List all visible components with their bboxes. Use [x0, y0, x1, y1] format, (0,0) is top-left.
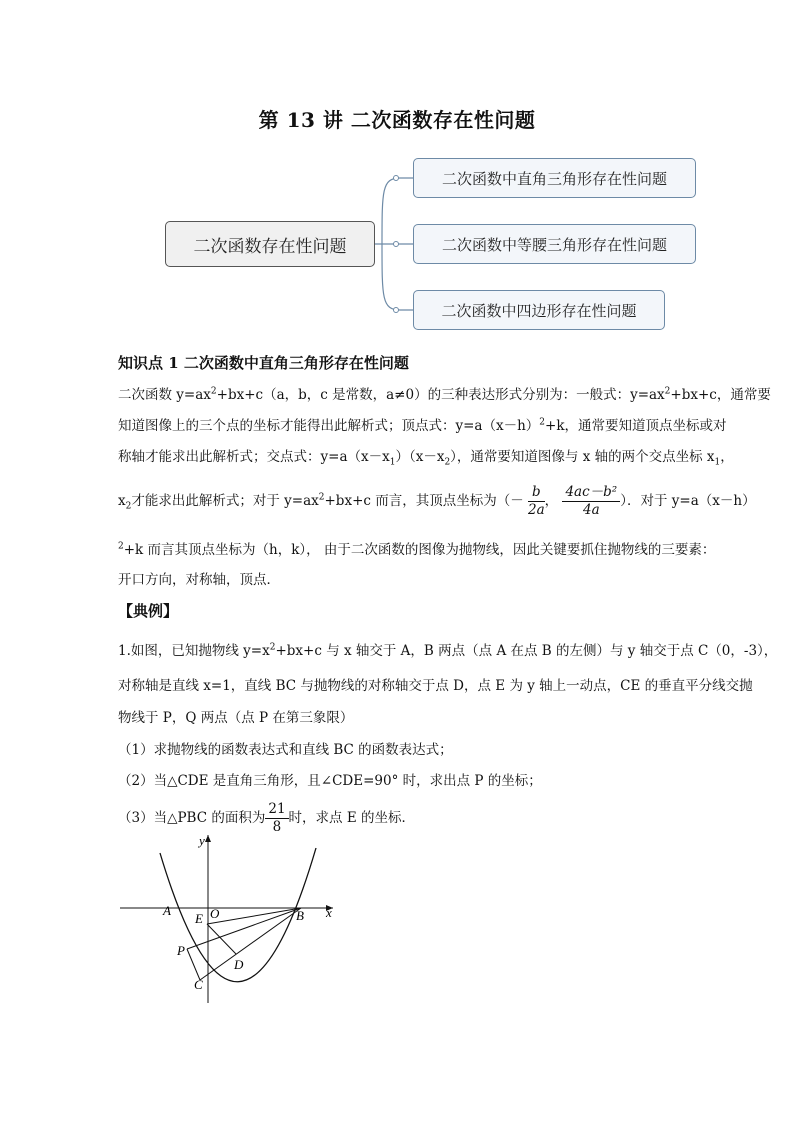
knowledge-line-5: $^2$+k 而言其顶点坐标为（h，k）， 由于二次函数的图像为抛物线，因此关键要抓住抛物线的三要素：: [118, 541, 716, 558]
fraction-vertex-y: $\frac{\text{4ac－b²}}{4a}$: [562, 484, 620, 519]
knowledge-line-6: 开口方向，对称轴，顶点．: [118, 572, 280, 588]
label-e: E: [195, 911, 203, 926]
sub-question-1: （1）求抛物线的函数表达式和直线 BC 的函数表达式；: [118, 742, 453, 758]
line-eb: [207, 908, 301, 924]
line-ed: [207, 924, 236, 954]
label-x: x: [326, 905, 332, 920]
mindmap-center-node: 二次函数存在性问题: [165, 221, 375, 267]
knowledge-line-1: 二次函数 $y=ax^2+bx+c(a$，b，c 是常数，a≠0）的三种表达形式分别为：一般式：$y=ax^2+bx+c$，通常要: [118, 386, 771, 403]
question-line-3: 物线于 P，Q 两点（点 P 在第三象限）: [118, 710, 354, 726]
label-d: D: [234, 957, 244, 972]
label-o: O: [210, 906, 220, 921]
mindmap-branch-quadrilateral: 二次函数中四边形存在性问题: [413, 290, 665, 330]
label-y: y: [199, 833, 205, 848]
fraction-21-over-8: $\frac{21}{8}$: [265, 801, 288, 836]
knowledge-line-2: 知道图像上的三个点的坐标才能得出此解析式；顶点式：$y=a(x-h)^2+k$，通常要知道顶点坐标或对: [118, 417, 727, 434]
mindmap-branch-right-triangle: 二次函数中直角三角形存在性问题: [413, 158, 696, 198]
label-c: C: [194, 977, 203, 992]
label-p: P: [177, 943, 185, 958]
example-heading: 【典例】: [118, 602, 179, 620]
knowledge-line-3: 称轴才能求出此解析式；交点式：$y=a(x-x_1)(x-x_2)$，通常要知道图像与 x 轴的两个交点坐标 $x_1$，: [118, 449, 734, 468]
page-title: 第 13 讲 二次函数存在性问题: [258, 108, 536, 132]
mindmap-branch-isosceles-triangle: 二次函数中等腰三角形存在性问题: [413, 224, 696, 264]
line-pb: [187, 908, 301, 949]
sub-question-3: （3）当△PBC 的面积为 $\frac{21}{8}$ 时，求点 E 的坐标．: [118, 801, 415, 835]
label-a: A: [163, 903, 171, 918]
fraction-b-over-2a: $\frac{b}{2a}$: [528, 484, 545, 518]
parabola-figure: [118, 833, 348, 1008]
knowledge-heading: 知识点 1 二次函数中直角三角形存在性问题: [118, 354, 409, 372]
question-line-1: 1.如图，已知抛物线 $y=x^2+bx+c$ 与 x 轴交于 A，B 两点（点 A 在点 B 的左侧）与 y 轴交于点 C（0，-3），: [118, 642, 778, 659]
label-b: B: [296, 908, 304, 923]
knowledge-line-4: $x_2$才能求出此解析式；对于 $y=ax^2+bx+c$ 而言，其顶点坐标为（－ $\frac{b}{2a}$ ， $\frac{\text{4ac－b²}}{4a}$ ）．对于 y=a（x－h）: [118, 484, 756, 518]
line-pc: [187, 949, 200, 980]
question-line-2: 对称轴是直线 x=1，直线 BC 与抛物线的对称轴交于点 D，点 E 为 y 轴上一动点，CE 的垂直平分线交抛: [118, 678, 753, 694]
sub-question-2: （2）当△CDE 是直角三角形，且∠CDE=90° 时，求出点 P 的坐标；: [118, 773, 542, 789]
